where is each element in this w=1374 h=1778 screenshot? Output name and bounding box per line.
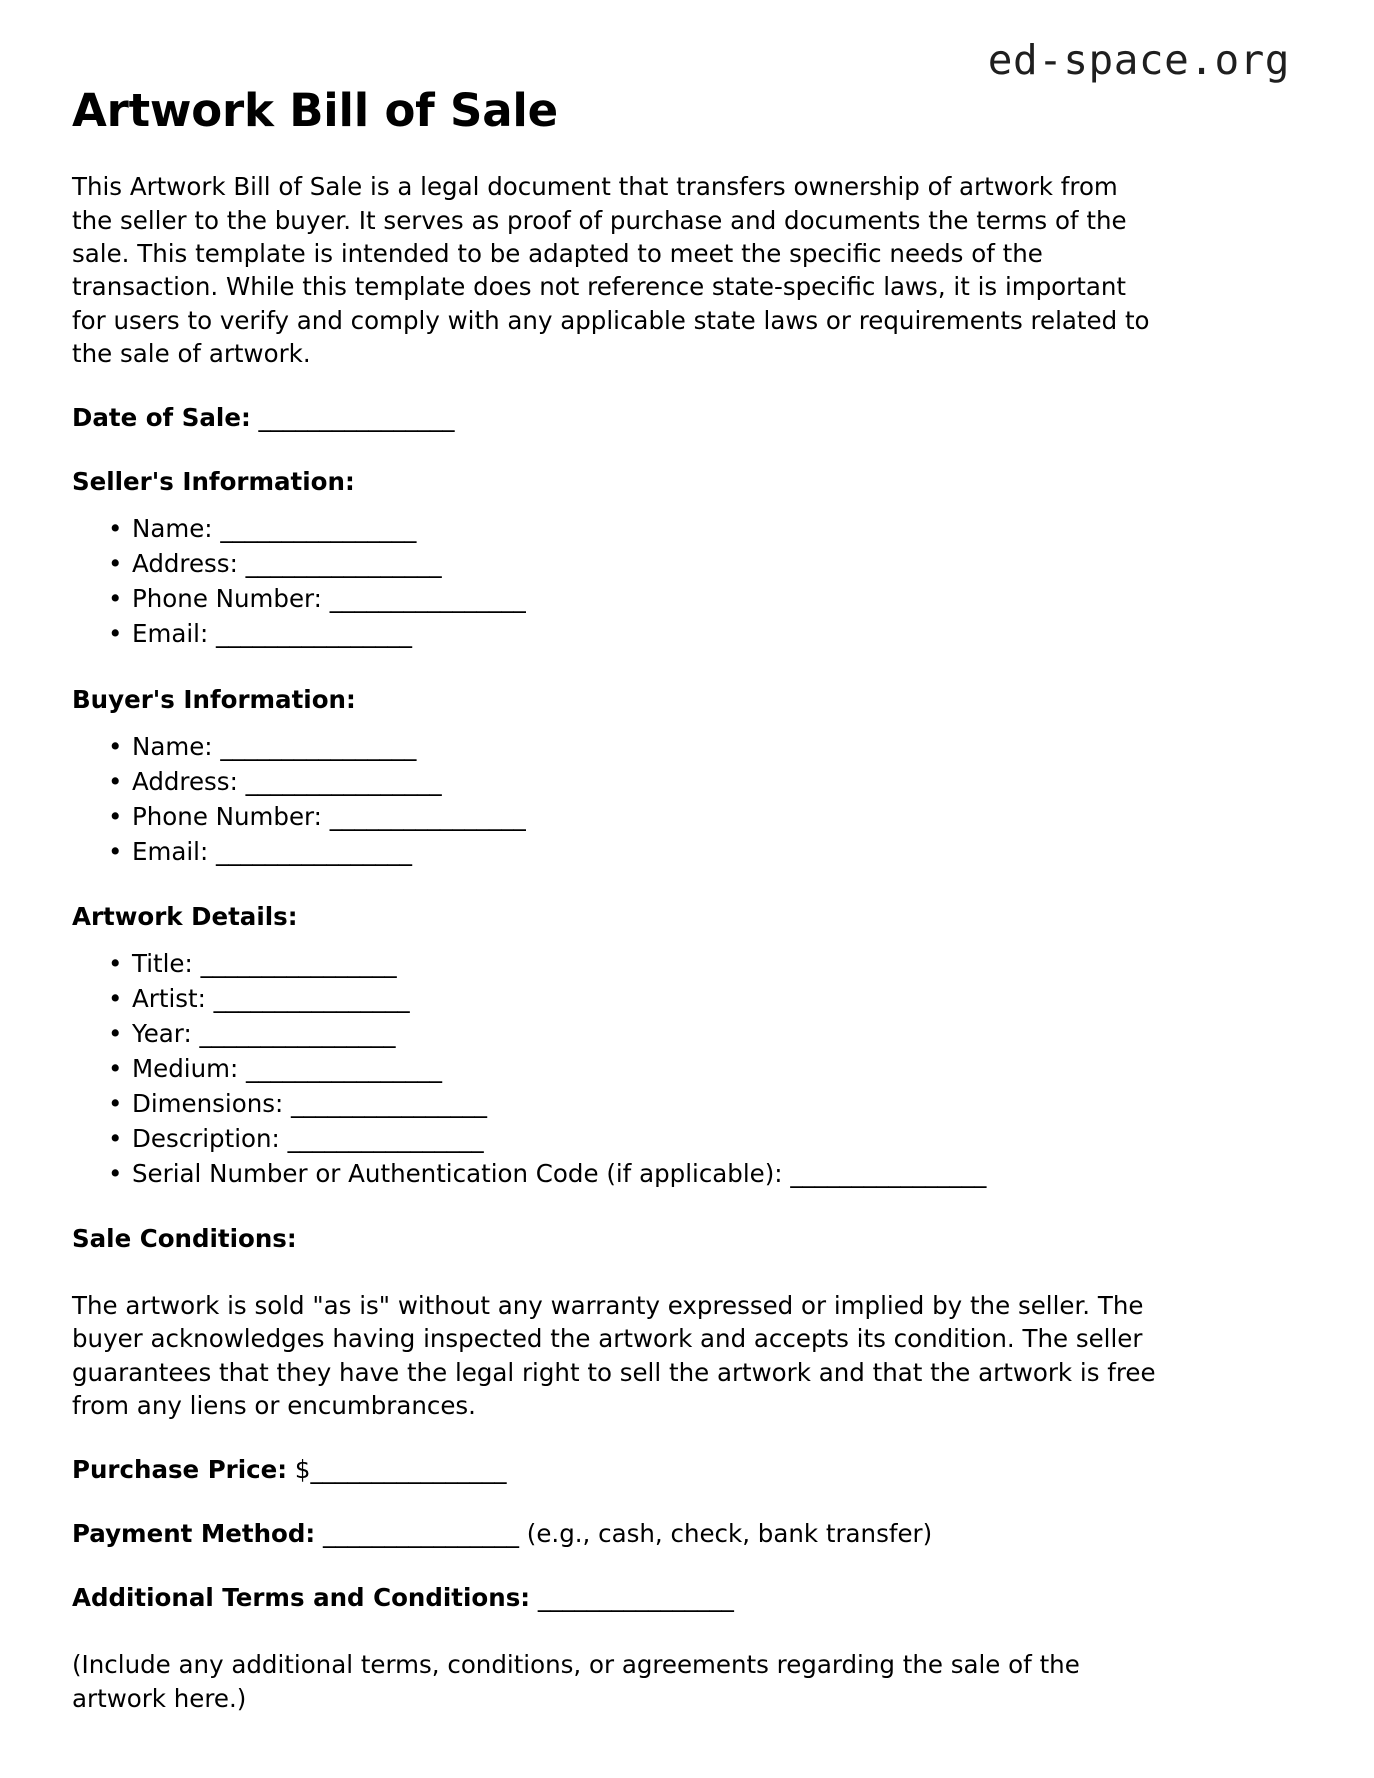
bullet-icon: • <box>108 1123 123 1153</box>
field-blank[interactable]: ________________ <box>216 836 413 866</box>
list-item <box>72 1121 1292 1156</box>
page-title: Artwork Bill of Sale <box>72 84 558 137</box>
site-watermark: ed-space.org <box>987 36 1290 84</box>
date-of-sale-blank[interactable]: ________________ <box>258 403 455 433</box>
bullet-icon: • <box>108 801 123 831</box>
sale-conditions-paragraph: The artwork is sold "as is" without any warranty expressed or implied by the seller. The buyer acknowledges having inspected the artwork and accepts its condition. The seller guarantees that they have the legal right to sell the artwork and that the artwork is free from any liens or encumbrances. <box>72 1291 1156 1420</box>
bullet-icon: • <box>108 1158 123 1188</box>
list-item <box>72 1086 1292 1121</box>
field-blank[interactable]: ________________ <box>220 514 417 544</box>
buyer-information-heading: Buyer's Information: <box>72 684 356 714</box>
list-item <box>72 764 1292 799</box>
field-label: Dimensions: <box>132 1088 284 1118</box>
field-blank[interactable]: ________________ <box>220 731 417 761</box>
field-label: Email: <box>132 619 209 649</box>
additional-terms-field <box>72 1550 1292 1614</box>
field-label: Address: <box>132 549 238 579</box>
field-blank[interactable]: ________________ <box>245 766 442 796</box>
field-label: Address: <box>132 766 238 796</box>
payment-method-hint: (e.g., cash, check, bank transfer) <box>526 1519 933 1549</box>
list-item <box>72 729 1292 764</box>
bullet-icon: • <box>108 731 123 761</box>
field-label: Title: <box>132 948 193 978</box>
date-of-sale-label: Date of Sale: <box>72 403 251 433</box>
field-blank[interactable]: ________________ <box>291 1088 488 1118</box>
payment-method-field <box>72 1486 1292 1550</box>
bullet-icon: • <box>108 549 123 579</box>
field-label: Name: <box>132 514 213 544</box>
list-item <box>72 511 1292 546</box>
seller-information-heading: Seller's Information: <box>72 467 355 497</box>
bullet-icon: • <box>108 514 123 544</box>
buyer-information-list <box>72 716 1292 869</box>
field-blank[interactable]: ________________ <box>213 983 410 1013</box>
field-blank[interactable]: ________________ <box>329 584 526 614</box>
field-blank[interactable]: ________________ <box>200 948 397 978</box>
field-label: Artist: <box>132 983 206 1013</box>
seller-information-list <box>72 498 1292 651</box>
field-label: Medium: <box>132 1053 239 1083</box>
field-blank[interactable]: ________________ <box>246 1053 443 1083</box>
bullet-icon: • <box>108 1053 123 1083</box>
sale-conditions-heading: Sale Conditions: <box>72 1223 297 1253</box>
list-item <box>72 981 1292 1016</box>
bullet-icon: • <box>108 983 123 1013</box>
additional-terms-hint: (Include any additional terms, conditions, or agreements regarding the sale of the artwork here.) <box>72 1650 1080 1713</box>
purchase-price-label: Purchase Price: <box>72 1455 288 1485</box>
list-item <box>72 616 1292 651</box>
date-of-sale-field <box>72 370 1292 434</box>
field-label: Email: <box>132 836 209 866</box>
field-blank[interactable]: ________________ <box>790 1158 987 1188</box>
field-blank[interactable]: ________________ <box>245 549 442 579</box>
field-blank[interactable]: ________________ <box>287 1123 484 1153</box>
field-label: Year: <box>132 1018 192 1048</box>
list-item <box>72 834 1292 869</box>
field-label: Serial Number or Authentication Code (if applicable): <box>132 1158 783 1188</box>
artwork-details-list <box>72 933 1292 1191</box>
artwork-details-heading: Artwork Details: <box>72 901 298 931</box>
purchase-price-blank[interactable]: ________________ <box>310 1455 507 1485</box>
list-item <box>72 1016 1292 1051</box>
field-blank[interactable]: ________________ <box>199 1018 396 1048</box>
bullet-icon: • <box>108 1018 123 1048</box>
bullet-icon: • <box>108 584 123 614</box>
purchase-price-field <box>72 1422 1292 1486</box>
payment-method-blank[interactable]: ________________ <box>323 1519 519 1549</box>
payment-method-label: Payment Method: <box>72 1519 316 1549</box>
bullet-icon: • <box>108 766 123 796</box>
field-label: Phone Number: <box>132 584 322 614</box>
additional-terms-blank[interactable]: ________________ <box>537 1583 734 1613</box>
additional-terms-label: Additional Terms and Conditions: <box>72 1583 531 1613</box>
list-item <box>72 581 1292 616</box>
field-blank[interactable]: ________________ <box>329 801 526 831</box>
list-item <box>72 946 1292 981</box>
field-label: Phone Number: <box>132 801 322 831</box>
list-item <box>72 799 1292 834</box>
bullet-icon: • <box>108 619 123 649</box>
list-item <box>72 1051 1292 1086</box>
bullet-icon: • <box>108 948 123 978</box>
field-label: Name: <box>132 731 213 761</box>
field-label: Description: <box>132 1123 280 1153</box>
intro-paragraph: This Artwork Bill of Sale is a legal document that transfers ownership of artwork from the seller to the buyer. It serves as proof of purchase and documents the terms of the sale. This template is intended to be adapted to meet the specific needs of the transaction. While this template does not reference state-specific laws, it is important for users to verify and comply with any applicable state laws or requirements related to the sale of artwork. <box>72 172 1150 368</box>
list-item <box>72 1156 1292 1191</box>
currency-symbol: $ <box>294 1455 311 1485</box>
field-blank[interactable]: ________________ <box>216 619 413 649</box>
bullet-icon: • <box>108 1088 123 1118</box>
bullet-icon: • <box>108 836 123 866</box>
list-item <box>72 546 1292 581</box>
